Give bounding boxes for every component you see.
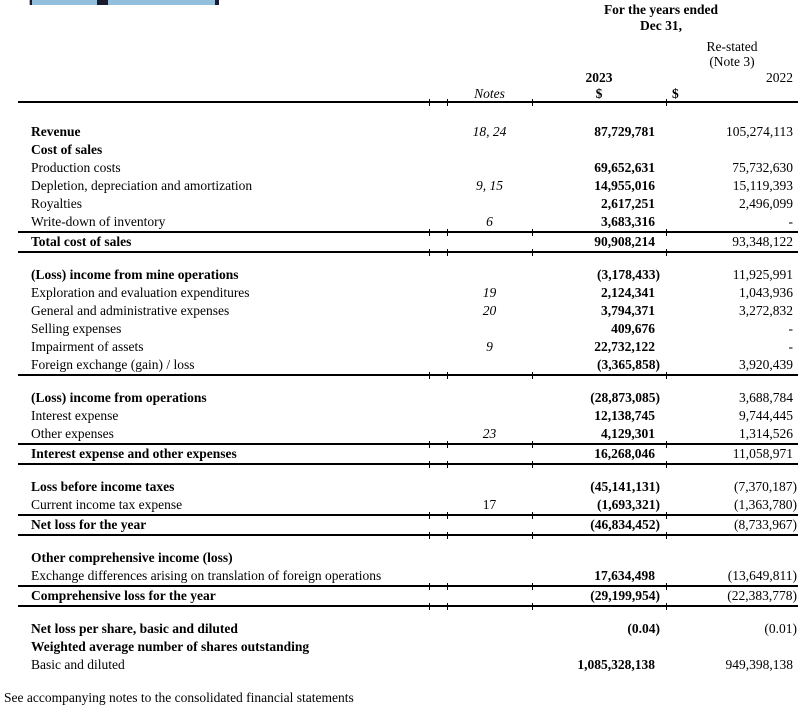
column-gridline-tick [429,583,430,590]
row-label: Other expenses [31,426,114,441]
row-value-2022 [666,549,798,567]
row-gap [429,516,447,534]
row-value-2023: 2,124,341 [601,285,655,300]
row-value-2022: 9,744,445 [739,408,793,423]
table-rule [18,463,798,465]
row-gap [429,496,447,514]
column-gridline-tick [532,603,533,610]
table-row [0,638,798,656]
row-note-ref [447,516,532,534]
row-gap [429,407,447,425]
row-value-2022: 105,274,113 [726,124,793,139]
row-gap [429,213,447,231]
row-value-2023: 2,617,251 [601,196,655,211]
row-label: (Loss) income from mine operations [31,267,239,282]
row-note-ref [447,549,532,567]
column-gridline-tick [429,99,430,106]
column-gridline-tick [447,603,448,610]
currency-symbol-2023: $ [595,86,603,101]
row-label: (Loss) income from operations [31,390,207,405]
row-value-2022: 75,732,630 [732,160,793,175]
row-gap [429,320,447,338]
row-value-2022: 93,348,122 [732,234,793,249]
row-value-2023: (46,834,452) [590,517,660,532]
column-gridline-tick [532,512,533,519]
row-note-ref [447,478,532,496]
column-gridline-tick [532,532,533,539]
table-row [0,141,798,159]
table-row [0,478,798,496]
table-row [0,177,798,195]
row-gap [429,195,447,213]
row-note-ref [447,266,532,284]
column-gridline-tick [447,99,448,106]
row-note-ref: 18, 24 [472,124,507,139]
row-gap [429,445,447,463]
row-label: Total cost of sales [31,234,132,249]
restated-note-ref: (Note 3) [709,54,755,69]
row-value-2022: 15,119,393 [732,178,793,193]
row-gap [429,549,447,567]
table-rule [18,251,798,253]
row-value-2023: 90,908,214 [594,234,655,249]
row-value-2022: 3,688,784 [739,390,793,405]
row-value-2022: - [788,339,793,354]
table-row [0,233,798,251]
table-spacer [0,253,798,266]
row-value-2022: 1,043,936 [739,285,793,300]
table-row [0,195,798,213]
row-value-2022: (8,733,967) [734,517,797,532]
row-value-2023: 14,955,016 [594,178,655,193]
row-value-2023 [532,549,666,567]
column-gridline-tick [429,532,430,539]
row-value-2023: 22,732,122 [594,339,655,354]
column-gridline-tick [429,461,430,468]
table-spacer [0,465,798,478]
row-note-ref [447,620,532,638]
row-value-2023: 17,634,498 [594,568,655,583]
column-gridline-tick [532,249,533,256]
column-gridline-tick [429,441,430,448]
row-label: Impairment of assets [31,339,144,354]
column-gridline-tick [666,249,667,256]
row-value-2022: (1,363,780) [734,497,797,512]
row-value-2023: 409,676 [611,321,655,336]
row-value-2022: 3,272,832 [739,303,793,318]
row-label: Exchange differences arising on translation of foreign operations [31,568,382,583]
table-rule [18,534,798,536]
column-gridline-tick [429,229,430,236]
row-gap [429,233,447,251]
row-value-2022: 11,925,991 [732,267,793,282]
row-note-ref: 23 [482,426,497,441]
row-gap [429,425,447,443]
row-label: Basic and diluted [31,657,125,672]
column-gridline-tick [429,512,430,519]
table-spacer [0,536,798,549]
column-gridline-tick [666,512,667,519]
year-column-2023: 2023 [585,70,613,85]
row-value-2022: (0.01) [764,621,797,636]
row-gap [429,389,447,407]
row-value-2023: 3,794,371 [601,303,655,318]
row-value-2023: 1,085,328,138 [577,657,655,672]
column-gridline-tick [447,512,448,519]
row-label: Loss before income taxes [31,479,175,494]
table-row [0,656,798,674]
column-gridline-tick [666,583,667,590]
row-gap [429,567,447,585]
table-rule [18,374,798,376]
row-value-2023: (1,693,321) [597,497,660,512]
table-row [0,338,798,356]
row-label: Production costs [31,160,121,175]
row-note-ref [447,159,532,177]
row-value-2023: (0.04) [627,621,660,636]
column-gridline-tick [447,441,448,448]
table-rule [18,514,798,516]
row-label: Comprehensive loss for the year [31,588,216,603]
row-note-ref [447,195,532,213]
row-value-2023: (45,141,131) [590,479,660,494]
row-note-ref: 6 [486,214,493,229]
table-row [0,389,798,407]
table-row [0,284,798,302]
row-gap [429,159,447,177]
row-note-ref [447,445,532,463]
row-label: Interest expense and other expenses [31,446,237,461]
row-note-ref [447,587,532,605]
row-label: Current income tax expense [31,497,183,512]
row-value-2022: 949,398,138 [725,657,793,672]
column-gridline-tick [447,532,448,539]
row-note-ref [447,407,532,425]
row-value-2022: - [788,214,793,229]
row-label: Revenue [31,124,81,139]
table-row [0,567,798,585]
row-label: Royalties [31,196,82,211]
row-label: Write-down of inventory [31,214,166,229]
table-row [0,407,798,425]
row-value-2022 [666,141,798,159]
row-note-ref: 9, 15 [476,178,503,193]
row-value-2022: 11,058,971 [732,446,793,461]
row-note-ref: 20 [482,303,497,318]
row-gap [429,266,447,284]
column-gridline-tick [666,229,667,236]
column-gridline-tick [666,461,667,468]
notes-column-header: Notes [474,86,505,101]
column-gridline-tick [447,461,448,468]
row-label: Interest expense [31,408,119,423]
row-value-2022: 2,496,099 [739,196,793,211]
row-label: Net loss for the year [31,517,147,532]
row-gap [429,656,447,674]
column-gridline-tick [447,249,448,256]
row-value-2022: (22,383,778) [727,588,797,603]
row-label: Foreign exchange (gain) / loss [31,357,195,372]
column-gridline-tick [447,583,448,590]
row-label: General and administrative expenses [31,303,230,318]
table-row [0,496,798,514]
row-value-2022: 3,920,439 [739,357,793,372]
restated-label: Re-stated [706,39,758,54]
table-rule [18,443,798,445]
row-value-2023 [532,141,666,159]
row-note-ref [447,638,532,656]
column-gridline-tick [532,583,533,590]
row-label: Other comprehensive income (loss) [31,550,233,565]
header-rule [18,101,798,103]
table-row [0,123,798,141]
currency-symbol-2022: $ [672,86,679,101]
table-row [0,213,798,231]
row-value-2023: (3,365,858) [597,357,660,372]
table-row [0,159,798,177]
column-gridline-tick [447,372,448,379]
year-column-2022: 2022 [766,70,793,85]
row-note-ref [447,656,532,674]
row-value-2023: 12,138,745 [594,408,655,423]
table-rule [18,585,798,587]
table-header [0,0,798,106]
row-label: Weighted average number of shares outstanding [31,639,310,654]
row-gap [429,141,447,159]
period-heading-line2: Dec 31, [640,18,682,33]
row-note-ref [447,567,532,585]
column-gridline-tick [666,99,667,106]
table-row [0,320,798,338]
row-gap [429,638,447,656]
row-gap [429,123,447,141]
column-gridline-tick [447,229,448,236]
row-value-2023: (3,178,433) [597,267,660,282]
table-spacer [0,607,798,620]
row-label: Net loss per share, basic and diluted [31,621,238,636]
column-gridline-tick [429,603,430,610]
row-value-2023: 4,129,301 [601,426,655,441]
row-value-2022: 1,314,526 [739,426,793,441]
row-value-2023: 87,729,781 [594,124,655,139]
row-gap [429,338,447,356]
row-label: Selling expenses [31,321,122,336]
column-gridline-tick [666,441,667,448]
table-rule [18,231,798,233]
column-gridline-tick [429,249,430,256]
table-row [0,425,798,443]
row-label: Depletion, depreciation and amortization [31,178,253,193]
row-value-2023: 3,683,316 [601,214,655,229]
column-gridline-tick [666,532,667,539]
table-row [0,445,798,463]
table-row [0,620,798,638]
table-row [0,516,798,534]
table-row [0,356,798,374]
table-row [0,302,798,320]
column-gridline-tick [532,372,533,379]
row-value-2022: (7,370,187) [734,479,797,494]
column-gridline-tick [429,372,430,379]
column-gridline-tick [532,229,533,236]
column-gridline-tick [532,461,533,468]
row-note-ref: 17 [482,497,497,512]
row-value-2022: - [788,321,793,336]
row-value-2022: (13,649,811) [727,568,797,583]
table-rule [18,605,798,607]
row-value-2023: 16,268,046 [594,446,655,461]
row-label: Exploration and evaluation expenditures [31,285,250,300]
column-gridline-tick [532,441,533,448]
row-value-2023: (28,873,085) [590,390,660,405]
period-heading-line1: For the years ended [603,2,719,17]
row-note-ref: 9 [486,339,493,354]
row-gap [429,478,447,496]
row-gap [429,587,447,605]
row-value-2022 [666,638,798,656]
row-gap [429,284,447,302]
row-label: Cost of sales [31,142,103,157]
row-note-ref [447,356,532,374]
table-row [0,549,798,567]
table-row [0,266,798,284]
row-gap [429,177,447,195]
row-value-2023 [532,638,666,656]
row-note-ref [447,141,532,159]
row-note-ref [447,389,532,407]
row-gap [429,302,447,320]
row-gap [429,620,447,638]
row-gap [429,356,447,374]
column-gridline-tick [666,372,667,379]
row-note-ref: 19 [482,285,497,300]
row-value-2023: 69,652,631 [594,160,655,175]
table-spacer [0,376,798,389]
row-note-ref [447,233,532,251]
row-value-2023: (29,199,954) [590,588,660,603]
table-row [0,587,798,605]
column-gridline-tick [532,99,533,106]
row-note-ref [447,320,532,338]
statement-table [0,106,798,674]
footnote: See accompanying notes to the consolidated financial statements [4,690,354,705]
column-gridline-tick [666,603,667,610]
